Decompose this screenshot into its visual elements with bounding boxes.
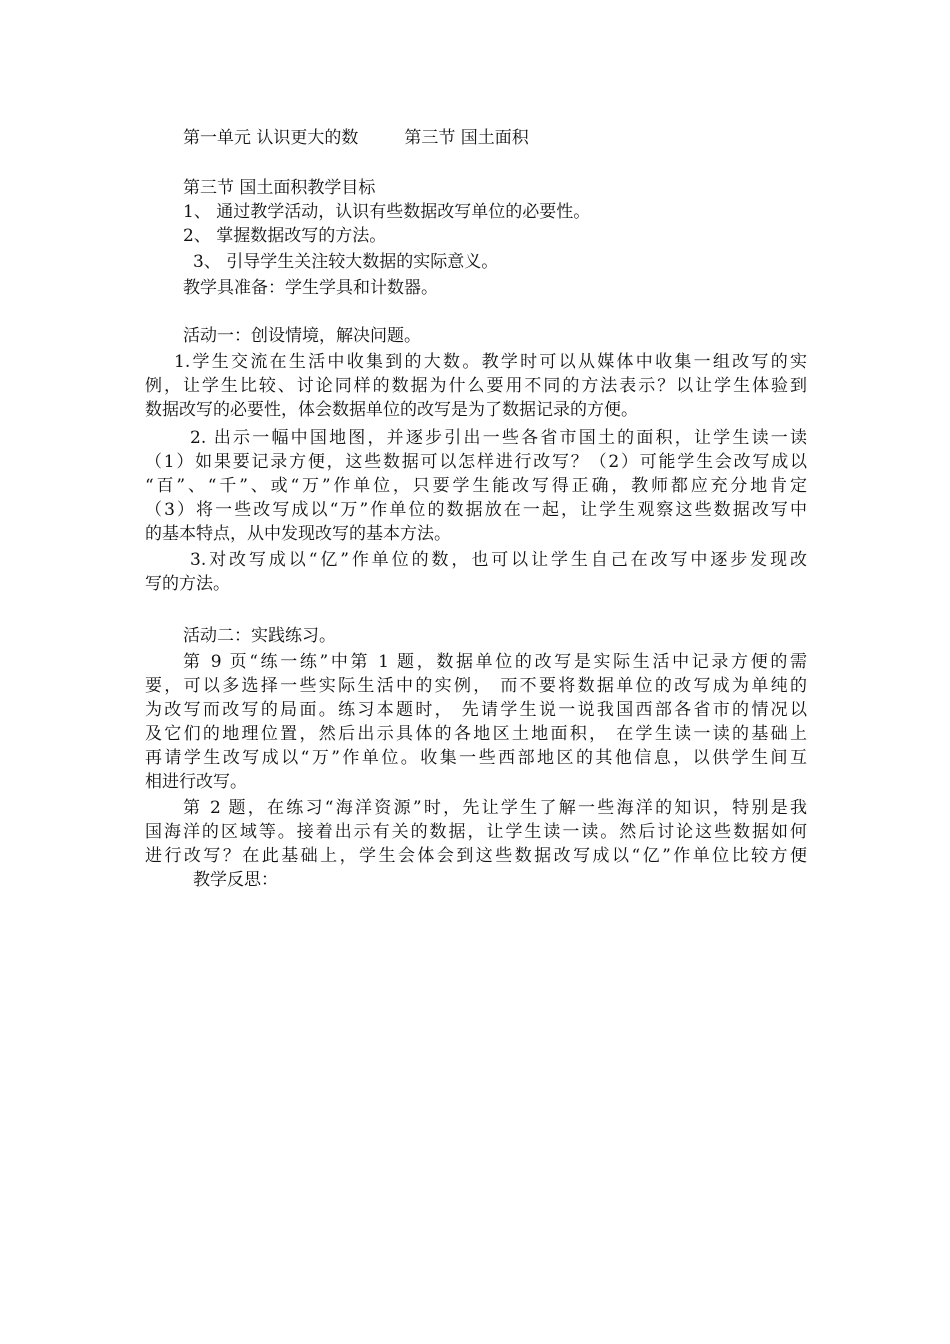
activity1-line: 3.对改写成以“亿”作单位的数，也可以让学生自己在改写中逐步发现改 <box>190 550 807 570</box>
objective-item: 2、 掌握数据改写的方法。 <box>183 226 387 246</box>
activity2-line: 相进行改写。 <box>145 772 247 792</box>
activity1-line: （1）如果要记录方便，这些数据可以怎样进行改写？（2）可能学生会改写成以 <box>145 452 807 472</box>
activity1-line: 数据改写的必要性，体会数据单位的改写是为了数据记录的方便。 <box>145 400 638 420</box>
activity1-line: 的基本特点，从中发现改写的基本方法。 <box>145 524 451 544</box>
activity2-title: 活动二：实践练习。 <box>183 626 336 646</box>
activity2-line: 要，可以多选择一些实际生活中的实例， 而不要将数据单位的改写成为单纯的 <box>145 676 807 696</box>
objective-item: 1、 通过教学活动，认识有些数据改写单位的必要性。 <box>183 202 591 222</box>
activity1-line: 例，让学生比较、讨论同样的数据为什么要用不同的方法表示？以让学生体验到 <box>145 376 807 396</box>
objectives-title: 第三节 国土面积教学目标 <box>183 178 376 198</box>
unit-title: 第一单元 认识更大的数 <box>183 128 359 148</box>
activity1-title: 活动一：创设情境，解决问题。 <box>183 326 421 346</box>
activity2-line: 及它们的地理位置，然后出示具体的各地区土地面积， 在学生读一读的基础上 <box>145 724 807 744</box>
activity2-line: 进行改写？在此基础上，学生会体会到这些数据改写成以“亿”作单位比较方便 <box>145 846 807 866</box>
tools-line: 教学具准备：学生学具和计数器。 <box>183 278 438 298</box>
activity2-line: 国海洋的区域等。接着出示有关的数据，让学生读一读。然后讨论这些数据如何 <box>145 822 807 842</box>
activity2-line: 为改写而改写的局面。练习本题时， 先请学生说一说我国西部各省市的情况以 <box>145 700 807 720</box>
activity1-line: （3）将一些改写成以“万”作单位的数据放在一起，让学生观察这些数据改写中 <box>145 500 807 520</box>
section-title: 第三节 国土面积 <box>404 128 529 148</box>
activity1-line: 1.学生交流在生活中收集到的大数。教学时可以从媒体中收集一组改写的实 <box>174 352 807 372</box>
objective-item: 3、 引导学生关注较大数据的实际意义。 <box>193 252 499 272</box>
activity2-line: 第 9 页“练一练”中第 1 题，数据单位的改写是实际生活中记录方便的需 <box>183 652 807 672</box>
activity1-line: 2. 出示一幅中国地图，并逐步引出一些各省市国土的面积，让学生读一读 <box>190 428 807 448</box>
header-line <box>183 126 783 150</box>
reflection-label: 教学反思： <box>193 870 278 890</box>
activity2-line: 再请学生改写成以“万”作单位。收集一些西部地区的其他信息，以供学生间互 <box>145 748 807 768</box>
activity1-line: “百”、“千”、或“万”作单位，只要学生能改写得正确，教师都应充分地肯定 <box>145 476 807 496</box>
activity1-line: 写的方法。 <box>145 574 230 594</box>
activity2-line: 第 2 题，在练习“海洋资源”时，先让学生了解一些海洋的知识，特别是我 <box>183 798 807 818</box>
